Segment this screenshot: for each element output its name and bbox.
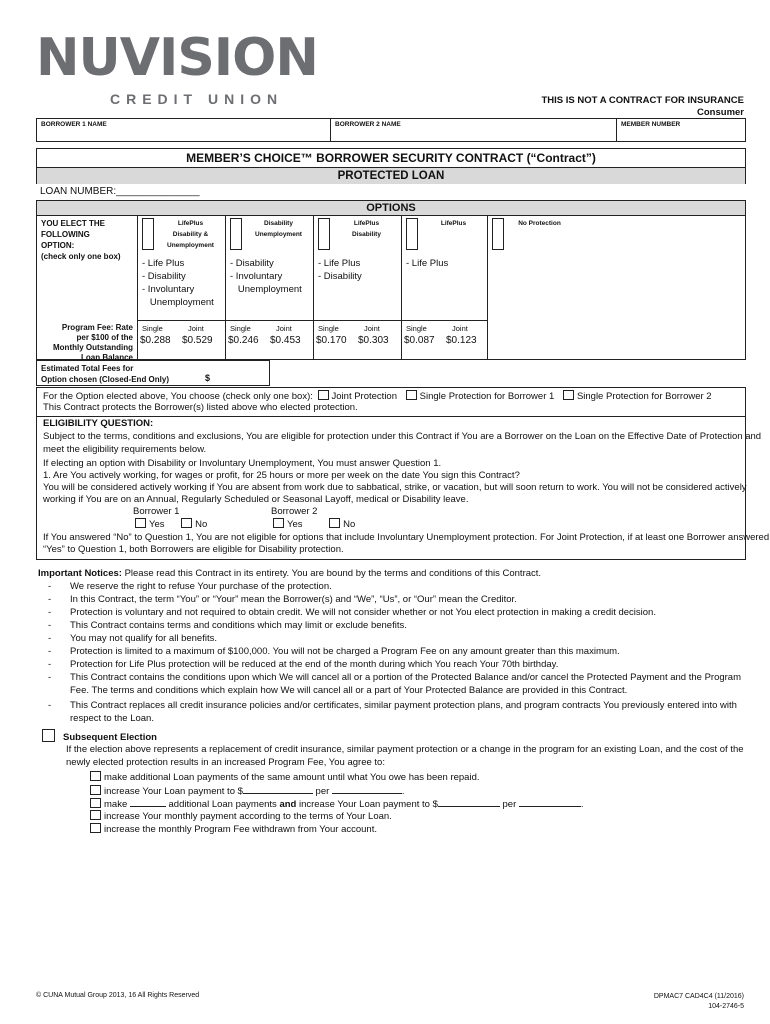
yes-label: Yes bbox=[287, 519, 303, 530]
option-label: additional Loan payments bbox=[165, 799, 280, 810]
divider bbox=[37, 416, 745, 417]
option-label: increase Your Loan payment to $ bbox=[104, 786, 243, 797]
single-borrower-2-label: Single Protection for Borrower 2 bbox=[576, 391, 712, 402]
joint-fee: $0.453 bbox=[270, 335, 301, 346]
notice-bullet: - bbox=[48, 607, 52, 618]
footer-form-number bbox=[654, 992, 744, 1012]
option-3-checkbox[interactable] bbox=[318, 218, 330, 250]
joint-label: Joint bbox=[188, 324, 204, 333]
option-4-fees bbox=[402, 320, 487, 359]
notice-bullet: - bbox=[48, 672, 52, 683]
notice-item: You may not qualify for all benefits. bbox=[70, 633, 217, 644]
increased-period-field[interactable] bbox=[519, 797, 581, 807]
option-heading-line: LifePlus bbox=[177, 220, 204, 227]
eligibility-heading: ELIGIBILITY QUESTION: bbox=[43, 418, 154, 429]
option-heading-line: Unemployment bbox=[167, 242, 214, 249]
borrower-2-no-checkbox[interactable] bbox=[329, 518, 340, 528]
logo-wordmark: NUVISION bbox=[36, 28, 318, 88]
single-borrower-2-checkbox[interactable] bbox=[563, 390, 574, 400]
borrower-header-row bbox=[36, 118, 746, 142]
joint-protection-label: Joint Protection bbox=[331, 391, 397, 402]
loan-number-field[interactable]: LOAN NUMBER:_______________ bbox=[40, 186, 200, 197]
option-1-checkbox[interactable] bbox=[142, 218, 154, 250]
borrower-2-answers bbox=[273, 518, 355, 531]
coverage-item: - Disability bbox=[318, 271, 362, 282]
borrower-1-yes-checkbox[interactable] bbox=[135, 518, 146, 528]
eligibility-text: “Yes” to Question 1, both Borrowers are eligible for Disability protection. bbox=[43, 544, 344, 555]
joint-label: Joint bbox=[364, 324, 380, 333]
subsequent-option-4 bbox=[90, 810, 392, 823]
estimated-fees-box bbox=[36, 360, 270, 386]
joint-fee: $0.123 bbox=[446, 335, 477, 346]
single-label: Single bbox=[406, 324, 427, 333]
protection-choice-lead: For the Option elected above, You choose (check only one box): bbox=[43, 391, 313, 402]
option-heading-line: Disability bbox=[264, 220, 293, 227]
option-4-heading bbox=[422, 218, 485, 229]
elect-label bbox=[41, 218, 121, 262]
single-label: Single bbox=[230, 324, 251, 333]
options-blank-area bbox=[573, 215, 745, 359]
joint-protection-checkbox[interactable] bbox=[318, 390, 329, 400]
option-heading-line: Unemployment bbox=[255, 231, 302, 238]
option-label: per bbox=[312, 786, 332, 797]
elect-label-line: FOLLOWING bbox=[41, 230, 90, 239]
option-make-additional-checkbox[interactable] bbox=[90, 798, 101, 808]
notice-item: respect to the Loan. bbox=[70, 713, 154, 724]
notice-item: We reserve the right to refuse Your purchase of the protection. bbox=[70, 581, 332, 592]
option-2-heading bbox=[246, 218, 311, 240]
yes-label: Yes bbox=[149, 519, 165, 530]
subsequent-option-5 bbox=[90, 823, 377, 836]
subsequent-election-row bbox=[42, 729, 157, 744]
borrower-2-answer-label: Borrower 2 bbox=[271, 506, 318, 517]
subsequent-election-checkbox[interactable] bbox=[42, 729, 55, 742]
single-borrower-1-label: Single Protection for Borrower 1 bbox=[419, 391, 555, 402]
estimated-fees-label bbox=[41, 363, 169, 385]
eligibility-text: You will be considered actively working if You are absent from work due to sabbatical, strike, or vacation, but will soon return to work. You will not be considered actively bbox=[43, 482, 747, 493]
single-fee: $0.246 bbox=[228, 335, 259, 346]
joint-fee: $0.303 bbox=[358, 335, 389, 346]
option-4-coverage-list bbox=[406, 257, 448, 270]
option-1-fees bbox=[138, 320, 225, 359]
notice-item: This Contract contains terms and conditions which may limit or exclude benefits. bbox=[70, 620, 407, 631]
subsequent-option-1 bbox=[90, 771, 480, 784]
notice-line-2: Consumer bbox=[697, 107, 744, 118]
notice-item: This Contract replaces all credit insurance policies and/or certificates, similar payment protection plans, and program contracts You previously entered into with bbox=[70, 700, 737, 711]
subsequent-text: newly elected protection results in an increased Program Fee, You agree to: bbox=[66, 757, 385, 768]
option-4-checkbox[interactable] bbox=[406, 218, 418, 250]
program-fee-label bbox=[53, 323, 133, 363]
form-code: DPMAC7 CAD4C4 (11/2016) bbox=[653, 993, 744, 1000]
footer-copyright: © CUNA Mutual Group 2013, 16 All Rights Reserved bbox=[36, 992, 200, 999]
subsequent-option-2: increase Your Loan payment to $ per . bbox=[90, 784, 405, 798]
option-label: per bbox=[499, 799, 519, 810]
options-title: OPTIONS bbox=[37, 201, 745, 216]
fee-label-line: Program Fee: Rate bbox=[61, 323, 133, 332]
single-borrower-1-checkbox[interactable] bbox=[406, 390, 417, 400]
coverage-item: - Life Plus bbox=[142, 258, 185, 269]
coverage-item: Unemployment bbox=[142, 297, 214, 308]
eligibility-text: meet the eligibility requirements below. bbox=[43, 444, 207, 455]
option-3-fees bbox=[314, 320, 401, 359]
notice-bullet: - bbox=[48, 659, 52, 670]
notice-bullet: - bbox=[48, 646, 52, 657]
logo-subtitle: CREDIT UNION bbox=[110, 91, 284, 107]
coverage-item: - Disability bbox=[142, 271, 186, 282]
options-label-column bbox=[37, 215, 137, 362]
borrower-2-yes-checkbox[interactable] bbox=[273, 518, 284, 528]
option-label: increase Your Loan payment to $ bbox=[296, 799, 438, 810]
option-2-checkbox[interactable] bbox=[230, 218, 242, 250]
fee-label-line: Loan Balance bbox=[80, 353, 133, 362]
subsequent-text: If the election above represents a replacement of credit insurance, similar payment protection or a change in the program for an existing Loan, and the cost of the bbox=[66, 744, 744, 755]
elect-label-line: YOU ELECT THE bbox=[41, 219, 106, 228]
notice-item: Protection for Life Plus protection will be reduced at the end of the month during which You reach Your 70th birthday. bbox=[70, 659, 559, 670]
fee-label-line: Monthly Outstanding bbox=[53, 343, 133, 352]
eligibility-section bbox=[36, 387, 770, 560]
protects-statement: This Contract protects the Borrower(s) listed above who elected protection. bbox=[43, 402, 358, 413]
coverage-item: - Life Plus bbox=[406, 258, 449, 269]
option-no-protection bbox=[487, 215, 573, 359]
option-heading-line: Disability & bbox=[172, 231, 209, 238]
single-fee: $0.288 bbox=[140, 335, 171, 346]
option-1-coverage-list bbox=[142, 257, 214, 309]
coverage-item: - Disability bbox=[230, 258, 274, 269]
fee-label-line: per $100 of the bbox=[76, 333, 133, 342]
joint-label: Joint bbox=[452, 324, 468, 333]
option-lifeplus-disability-unemployment bbox=[137, 215, 225, 359]
increased-payment-field[interactable] bbox=[438, 797, 500, 807]
borrower-2-label: BORROWER 2 NAME bbox=[335, 121, 401, 128]
option-label-and: and bbox=[279, 799, 297, 810]
option-additional-payments-checkbox[interactable] bbox=[90, 771, 101, 781]
member-number-field[interactable] bbox=[617, 119, 745, 141]
contract-title: MEMBER’S CHOICE™ BORROWER SECURITY CONTRACT (“Contract”) bbox=[186, 151, 596, 165]
notices-lead-text: Please read this Contract in its entirety. You are bound by the terms and conditions of this Contract. bbox=[121, 568, 542, 579]
eligibility-text: Subject to the terms, conditions and exclusions, You are eligible for protection under this Contract if You are a Borrower on the Loan on the Effective Date of Protection and bbox=[43, 431, 762, 442]
elect-label-line: (check only one box) bbox=[41, 252, 121, 261]
additional-payments-count-field[interactable] bbox=[130, 797, 166, 807]
insurance-notice bbox=[542, 95, 745, 119]
borrower-1-answer-label: Borrower 1 bbox=[133, 506, 180, 517]
joint-fee: $0.529 bbox=[182, 335, 213, 346]
option-2-fees bbox=[226, 320, 313, 359]
notice-item: Fee. The terms and conditions which explain how We will cancel all or a part of Your Protected Balance are provided in this Contract. bbox=[70, 685, 628, 696]
notice-item: Protection is voluntary and not required to obtain credit. We will not consider whether or not You elect protection in making a credit decision. bbox=[70, 607, 656, 618]
coverage-item: - Life Plus bbox=[318, 258, 361, 269]
option-heading-line: Disability bbox=[352, 231, 381, 238]
option-heading-line: No Protection bbox=[518, 220, 561, 227]
payment-period-field[interactable] bbox=[332, 784, 402, 794]
notice-line-1: THIS IS NOT A CONTRACT FOR INSURANCE bbox=[541, 95, 744, 106]
single-label: Single bbox=[142, 324, 163, 333]
notice-item: This Contract contains the conditions upon which We will cancel all or a portion of the Protected Balance and/or cancel the Protected Payment and the Program bbox=[70, 672, 742, 683]
option-3-coverage-list bbox=[318, 257, 362, 283]
coverage-item: - Involuntary bbox=[230, 271, 283, 282]
estimated-label-line: Option chosen (Closed-End Only) bbox=[41, 375, 169, 384]
option-increase-fee-checkbox[interactable] bbox=[90, 823, 101, 833]
eligibility-text: If You answered “No” to Question 1, You are not eligible for options that include Involuntary Unemployment protection. For Joint Protection, if at least one Borrower answered bbox=[43, 532, 770, 543]
option-increase-monthly-checkbox[interactable] bbox=[90, 810, 101, 820]
subsequent-election-heading: Subsequent Election bbox=[63, 732, 157, 743]
single-fee: $0.170 bbox=[316, 335, 347, 346]
option-heading-line: LifePlus bbox=[353, 220, 380, 227]
no-label: No bbox=[195, 519, 208, 530]
eligibility-question: 1. Are You actively working, for wages or profit, for 25 hours or more per week on the date You sign this Contract? bbox=[43, 470, 520, 481]
option-3-heading bbox=[334, 218, 399, 240]
option-disability-unemployment bbox=[225, 215, 313, 359]
notice-bullet: - bbox=[48, 581, 52, 592]
borrower-1-no-checkbox[interactable] bbox=[181, 518, 192, 528]
notice-bullet: - bbox=[48, 633, 52, 644]
borrower-1-label: BORROWER 1 NAME bbox=[41, 121, 107, 128]
option-lifeplus-disability bbox=[313, 215, 401, 359]
coverage-item: Unemployment bbox=[230, 284, 302, 295]
borrower-1-name-field[interactable] bbox=[37, 119, 331, 141]
contract-title-box bbox=[36, 148, 746, 184]
subsequent-option-3: make additional Loan payments and increase Your Loan payment to $ per . bbox=[90, 797, 584, 811]
elect-label-line: OPTION: bbox=[41, 241, 75, 250]
options-table bbox=[36, 200, 746, 360]
notice-item: Protection is limited to a maximum of $100,000. You will not be charged a Program Fee on any amount greater than this maximum. bbox=[70, 646, 620, 657]
notices-heading: Important Notices: bbox=[38, 568, 122, 579]
form-id: 104-2746-5 bbox=[708, 1003, 744, 1010]
option-label: increase Your monthly payment according to the terms of Your Loan. bbox=[104, 811, 392, 822]
eligibility-text: If electing an option with Disability or Involuntary Unemployment, You must answer Question 1. bbox=[43, 458, 442, 469]
option-heading-line: LifePlus bbox=[440, 220, 467, 227]
estimated-label-line: Estimated Total Fees for bbox=[41, 364, 134, 373]
single-label: Single bbox=[318, 324, 339, 333]
borrower-1-answers bbox=[135, 518, 207, 531]
estimated-fees-input[interactable]: $ bbox=[205, 373, 211, 383]
option-label: make bbox=[104, 799, 130, 810]
option-increase-payment-checkbox[interactable] bbox=[90, 785, 101, 795]
option-5-checkbox[interactable] bbox=[492, 218, 504, 250]
option-label: increase the monthly Program Fee withdrawn from Your account. bbox=[104, 824, 377, 835]
single-fee: $0.087 bbox=[404, 335, 435, 346]
payment-amount-field[interactable] bbox=[243, 784, 313, 794]
notice-bullet: - bbox=[48, 594, 52, 605]
notice-bullet: - bbox=[48, 620, 52, 631]
coverage-item: - Involuntary bbox=[142, 284, 195, 295]
no-label: No bbox=[343, 519, 356, 530]
option-2-coverage-list bbox=[230, 257, 302, 296]
contract-subtitle: PROTECTED LOAN bbox=[37, 167, 745, 184]
option-label: make additional Loan payments of the same amount until what You owe has been repaid. bbox=[104, 772, 480, 783]
important-notices-lead bbox=[38, 568, 541, 580]
option-1-heading bbox=[158, 218, 223, 251]
notice-item: In this Contract, the term “You” or “Your” mean the Borrower(s) and “We”, “Us”, or “Our” mean the Creditor. bbox=[70, 594, 517, 605]
notice-bullet: - bbox=[48, 700, 52, 711]
member-number-label: MEMBER NUMBER bbox=[621, 121, 681, 128]
option-lifeplus bbox=[401, 215, 487, 359]
borrower-2-name-field[interactable] bbox=[331, 119, 617, 141]
eligibility-text: working if You are on an Annual, Regularly Scheduled or Seasonal Layoff, medical or Disability leave. bbox=[43, 494, 469, 505]
joint-label: Joint bbox=[276, 324, 292, 333]
option-5-heading bbox=[508, 218, 571, 229]
